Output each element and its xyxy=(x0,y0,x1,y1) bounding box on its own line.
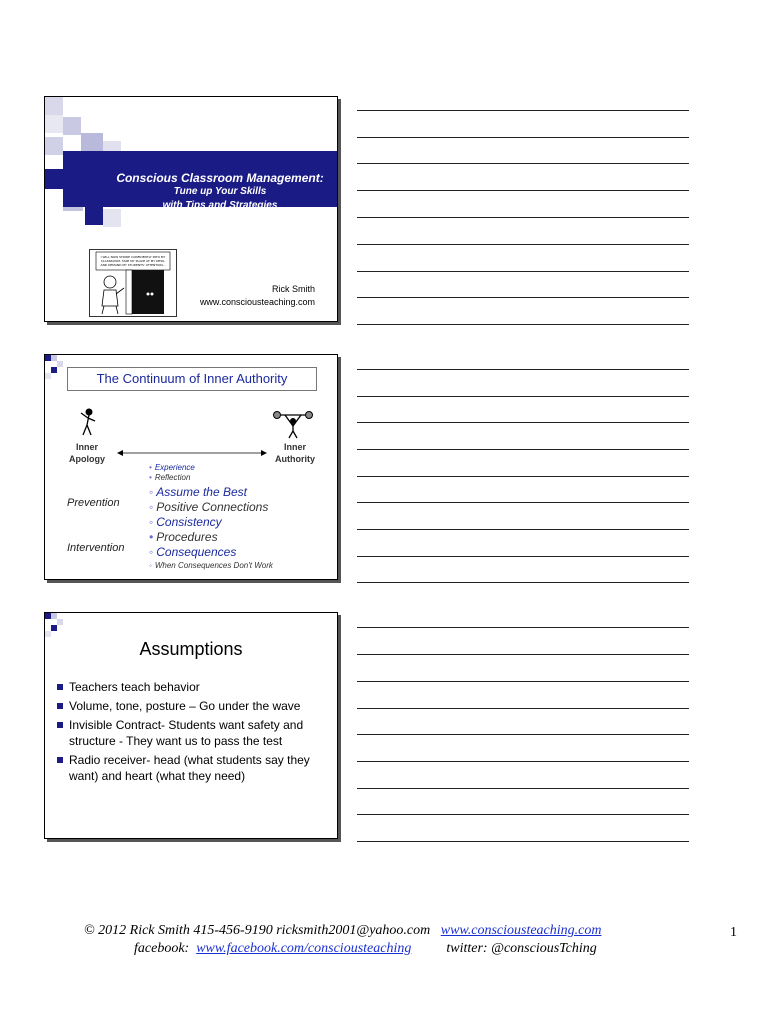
item-consequences: ◦ Consequences xyxy=(149,545,237,559)
square-bullet-icon xyxy=(57,722,63,728)
note-line[interactable] xyxy=(357,681,689,682)
note-line[interactable] xyxy=(357,137,689,138)
person-apology-icon xyxy=(75,407,99,437)
note-line[interactable] xyxy=(357,788,689,789)
note-line[interactable] xyxy=(357,654,689,655)
facebook-link[interactable]: www.facebook.com/consciousteaching xyxy=(196,941,412,956)
svg-text:I WILL NOW STRIDE CONFIDENTLY: I WILL NOW STRIDE CONFIDENTLY INTO MY xyxy=(100,255,166,259)
svg-text:CLASSROOM, TAKE MY PLACE AT MY: CLASSROOM, TAKE MY PLACE AT MY DESK, xyxy=(100,259,166,263)
slide-title xyxy=(44,96,338,322)
footer-line-1 xyxy=(84,923,601,939)
item-reflection: • Reflection xyxy=(149,473,191,482)
square-bullet-icon xyxy=(57,703,63,709)
slide1-subtitle-1: Tune up Your Skills xyxy=(173,186,267,197)
note-line[interactable] xyxy=(357,190,689,191)
page-number: 1 xyxy=(730,925,737,940)
note-line[interactable] xyxy=(357,529,689,530)
square-bullet-icon xyxy=(57,684,63,690)
note-line[interactable] xyxy=(357,582,689,583)
note-line[interactable] xyxy=(357,422,689,423)
continuum-arrow xyxy=(117,449,267,457)
note-line[interactable] xyxy=(357,708,689,709)
list-item: Teachers teach behavior xyxy=(57,679,333,695)
list-item: Volume, tone, posture – Go under the wave xyxy=(57,698,333,714)
slide-assumptions xyxy=(44,612,338,839)
facebook-label: facebook: xyxy=(134,941,190,956)
item-consistency: ◦ Consistency xyxy=(149,515,222,529)
square-bullet-icon xyxy=(57,757,63,763)
item-positive-connections: ◦ Positive Connections xyxy=(149,500,269,514)
note-line[interactable] xyxy=(357,627,689,628)
cartoon-drawing xyxy=(90,250,176,316)
note-line[interactable] xyxy=(357,814,689,815)
list-item: Invisible Contract- Students want safety and structure - They want us to pass the test xyxy=(57,717,333,749)
twitter-handle: twitter: @consciousTching xyxy=(446,941,597,956)
slide3-title: Assumptions xyxy=(139,639,243,659)
note-line[interactable] xyxy=(357,556,689,557)
title-banner xyxy=(63,151,337,211)
slide2-title: The Continuum of Inner Authority xyxy=(67,367,317,391)
prevention-label: Prevention xyxy=(67,497,120,509)
item-procedures: • Procedures xyxy=(149,530,218,544)
note-line[interactable] xyxy=(357,841,689,842)
item-experience: • Experience xyxy=(149,463,195,472)
note-line[interactable] xyxy=(357,324,689,325)
author-name: Rick Smith xyxy=(271,284,315,294)
author-block xyxy=(200,283,315,309)
intervention-label: Intervention xyxy=(67,542,125,554)
note-line[interactable] xyxy=(357,244,689,245)
footer-line-2 xyxy=(134,941,597,957)
note-line[interactable] xyxy=(357,476,689,477)
assumptions-list xyxy=(57,679,333,787)
note-line[interactable] xyxy=(357,449,689,450)
cartoon-image xyxy=(89,249,177,317)
list-item: Radio receiver- head (what students say they want) and heart (what they need) xyxy=(57,752,333,784)
item-when-consequences: ◦ When Consequences Don't Work xyxy=(149,561,273,570)
note-line[interactable] xyxy=(357,734,689,735)
author-website: www.consciousteaching.com xyxy=(199,297,315,307)
inner-authority-label: Inner Authority xyxy=(275,442,315,464)
note-line[interactable] xyxy=(357,502,689,503)
footer-copyright: © 2012 Rick Smith 415-456-9190 ricksmith2001@yahoo.com xyxy=(84,923,431,938)
note-line[interactable] xyxy=(357,297,689,298)
note-line[interactable] xyxy=(357,163,689,164)
weightlifter-icon xyxy=(273,411,313,439)
note-line[interactable] xyxy=(357,396,689,397)
item-assume-the-best: ◦ Assume the Best xyxy=(149,485,247,499)
note-line[interactable] xyxy=(357,110,689,111)
note-line[interactable] xyxy=(357,271,689,272)
slide1-subtitle-2: with Tips and Strategies xyxy=(162,200,278,211)
note-line[interactable] xyxy=(357,369,689,370)
slide1-title: Conscious Classroom Management: xyxy=(116,171,324,185)
note-line[interactable] xyxy=(357,217,689,218)
svg-text:AND DEMAND MY STUDENTS' ATTENT: AND DEMAND MY STUDENTS' ATTENTION... xyxy=(100,263,166,267)
note-line[interactable] xyxy=(357,761,689,762)
inner-apology-label: Inner Apology xyxy=(69,442,105,464)
slide-continuum xyxy=(44,354,338,580)
website-link[interactable]: www.consciousteaching.com xyxy=(440,923,602,938)
